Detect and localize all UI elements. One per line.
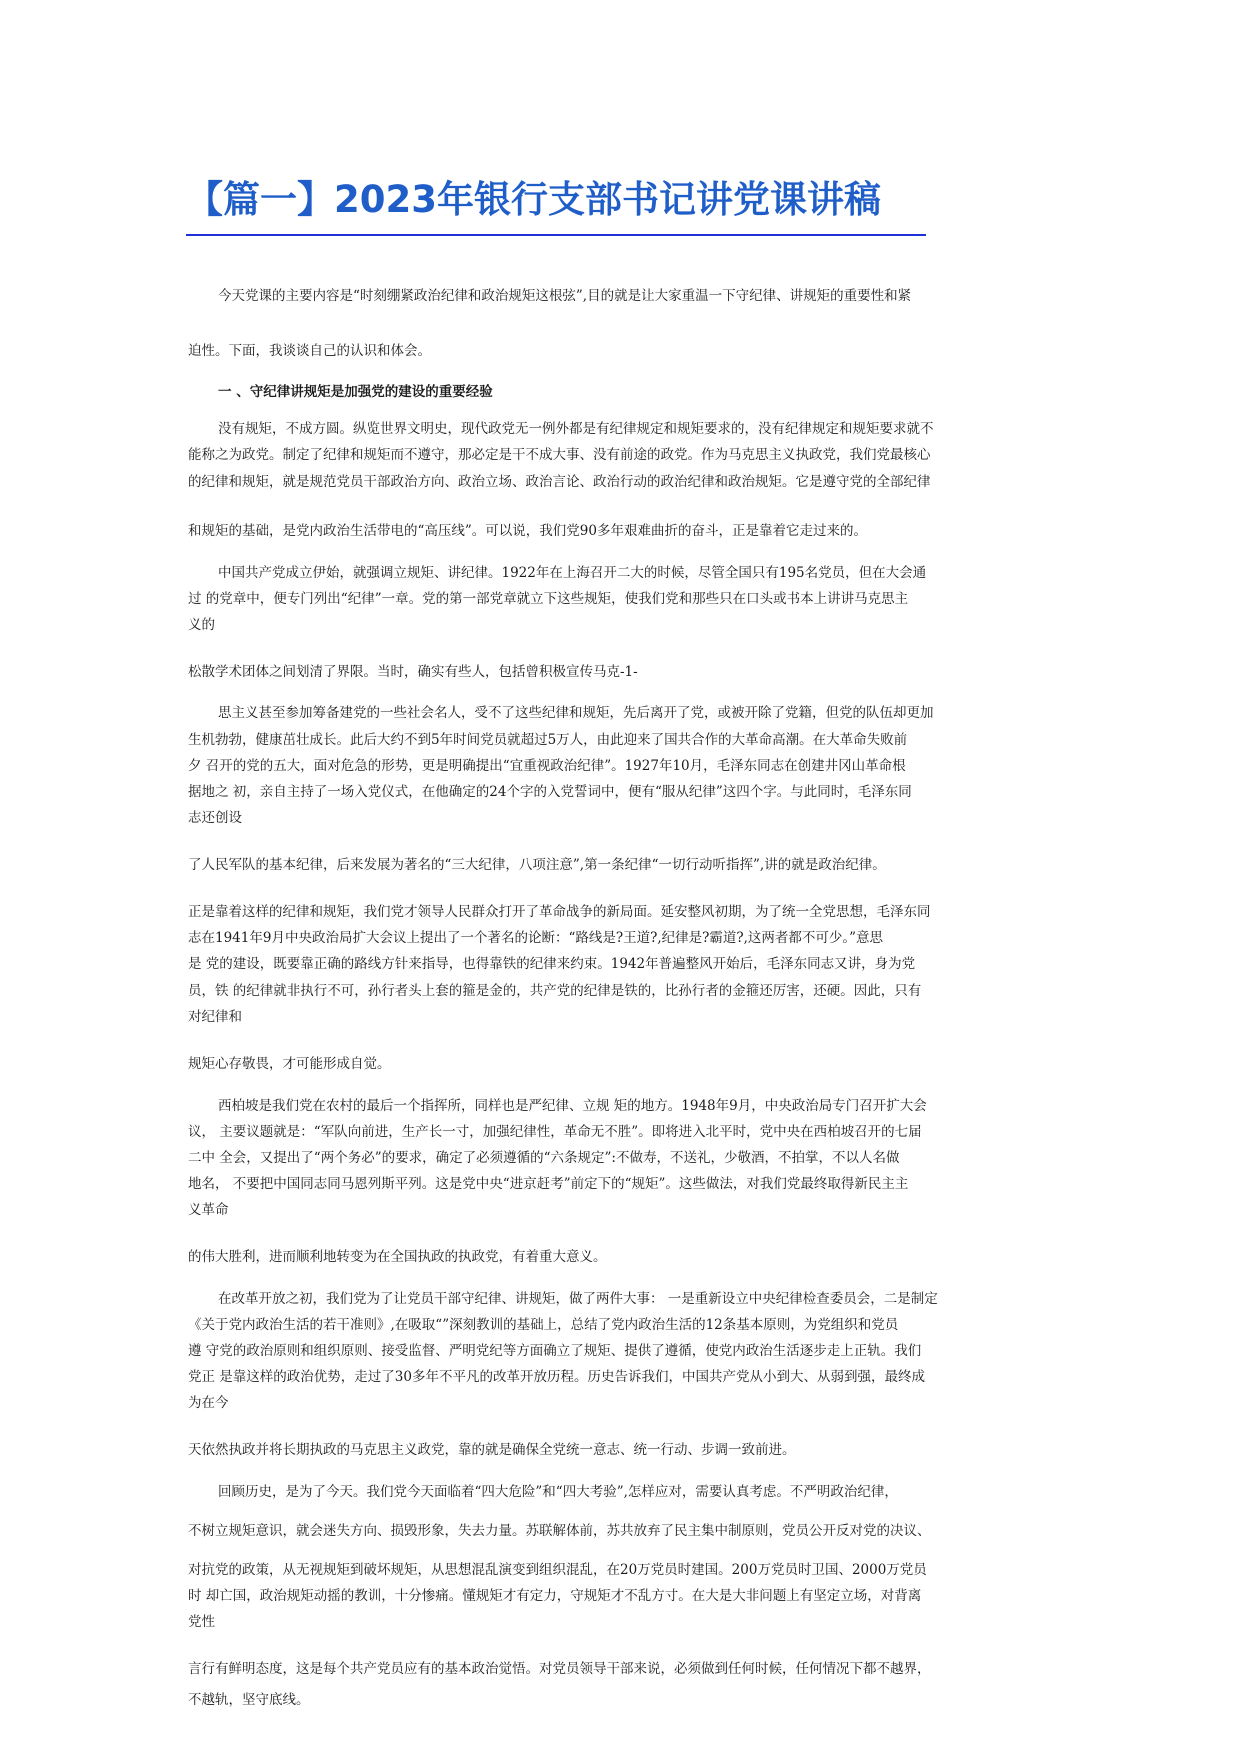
text-line: 《关于党内政治生活的若干准则》,在吸取“”深刻教训的基础上，总结了党内政治生活的12条基本原则，为党组织和党员	[188, 1317, 899, 1333]
text-line: 不树立规矩意识，就会迷失方向、损毁形象，失去力量。苏联解体前，苏共放弃了民主集中制原则，党员公开反对党的决议、	[188, 1523, 931, 1539]
text-line: 西柏坡是我们党在农村的最后一个指挥所，同样也是严纪律、立规 矩的地方。1948年9月，中央政治局专门召开扩大会	[218, 1098, 927, 1114]
text-line: 义的	[188, 617, 215, 633]
text-line: 议， 主要议题就是：“军队向前进，生产长一寸，加强纪律性，革命无不胜”。即将进入北平时，党中央在西柏坡召开的七届	[188, 1124, 922, 1140]
text-line: 能称之为政党。制定了纪律和规矩而不遵守，那必定是干不成大事、没有前途的政党。作为马克思主义执政党，我们党最核心	[188, 447, 931, 463]
text-line: 遵 守党的政治原则和组织原则、接受监督、严明党纪等方面确立了规矩、提供了遵循，使党内政治生活逐步走上正轨。我们	[188, 1343, 922, 1359]
text-line: 地名， 不要把中国同志同马恩列斯平列。这是党中央“进京赶考”前定下的“规矩”。这些做法，对我们党最终取得新民主主	[188, 1176, 909, 1192]
text-line: 党正 是靠这样的政治优势，走过了30多年不平凡的改革开放历程。历史告诉我们，中国共产党从小到大、从弱到强，最终成	[188, 1369, 925, 1385]
text-line: 过 的党章中，便专门列出“纪律”一章。党的第一部党章就立下这些规矩，使我们党和那些只在口头或书本上讲讲马克思主	[188, 591, 909, 607]
text-line: 言行有鲜明态度，这是每个共产党员应有的基本政治觉悟。对党员领导干部来说，必须做到任何时候，任何情况下都不越界，	[188, 1661, 931, 1677]
text-line: 没有规矩，不成方圆。纵览世界文明史，现代政党无一例外都是有纪律规定和规矩要求的，没有纪律规定和规矩要求就不	[218, 421, 934, 437]
text-line: 义革命	[188, 1202, 229, 1218]
text-line: 思主义甚至参加筹备建党的一些社会名人，受不了这些纪律和规矩，先后离开了党，或被开除了党籍，但党的队伍却更加	[218, 705, 934, 721]
text-line: 志还创设	[188, 810, 242, 826]
text-line: 党性	[188, 1614, 215, 1630]
text-line: 在改革开放之初，我们党为了让党员干部守纪律、讲规矩，做了两件大事： 一是重新设立中央纪律检查委员会，二是制定	[218, 1291, 938, 1307]
text-line: 的伟大胜利，进而顺利地转变为在全国执政的执政党，有着重大意义。	[188, 1249, 607, 1265]
text-line: 中国共产党成立伊始，就强调立规矩、讲纪律。1922年在上海召开二大的时候，尽管全国只有195名党员，但在大会通	[218, 565, 927, 581]
text-line: 不越轨，坚守底线。	[188, 1692, 310, 1708]
text-line: 规矩心存敬畏，才可能形成自觉。	[188, 1056, 391, 1072]
text-line: 对纪律和	[188, 1009, 242, 1025]
text-line: 员，铁 的纪律就非执行不可，孙行者头上套的箍是金的，共产党的纪律是铁的，比孙行者的金箍还厉害，还硬。因此，只有	[188, 983, 922, 999]
text-line: 松散学术团体之间划清了界限。当时，确实有些人，包括曾积极宣传马克-1-	[188, 664, 638, 680]
text-line: 了人民军队的基本纪律，后来发展为著名的“三大纪律，八项注意”,第一条纪律“一切行动听指挥”,讲的就是政治纪律。	[188, 857, 886, 873]
text-line: 志在1941年9月中央政治局扩大会议上提出了一个著名的论断：“路线是?王道?,纪律是?霸道?,这两者都不可少。”意思	[188, 930, 884, 946]
text-line: 生机勃勃，健康茁壮成长。此后大约不到5年时间党员就超过5万人，由此迎来了国共合作的大革命高潮。在大革命失败前	[188, 732, 908, 748]
text-line: 迫性。下面，我谈谈自己的认识和体会。	[188, 343, 431, 359]
title-underline	[186, 234, 926, 236]
text-line: 回顾历史，是为了今天。我们党今天面临着“四大危险”和“四大考验”,怎样应对，需要认真考虑。不严明政治纪律，	[218, 1484, 898, 1500]
text-line: 天依然执政并将长期执政的马克思主义政党，靠的就是确保全党统一意志、统一行动、步调一致前进。	[188, 1442, 796, 1458]
text-line: 据地之 初，亲自主持了一场入党仪式，在他确定的24个字的入党誓词中，便有“服从纪律”这四个字。与此同时，毛泽东同	[188, 784, 912, 800]
page-title: 【篇一】2023年银行支部书记讲党课讲稿	[186, 178, 881, 221]
text-line: 二中 全会，又提出了“两个务必”的要求，确定了必须遵循的“六条规定”:不做寿，不送礼，少敬酒，不拍掌，不以人名做	[188, 1150, 900, 1166]
text-line: 的纪律和规矩，就是规范党员干部政治方向、政治立场、政治言论、政治行动的政治纪律和政治规矩。它是遵守党的全部纪律	[188, 474, 931, 490]
section-heading: 一 、守纪律讲规矩是加强党的建设的重要经验	[218, 384, 493, 400]
text-line: 今天党课的主要内容是“时刻绷紧政治纪律和政治规矩这根弦”,目的就是让大家重温一下守纪律、讲规矩的重要性和紧	[218, 288, 912, 304]
text-line: 夕 召开的党的五大，面对危急的形势，更是明确提出“宜重视政治纪律”。1927年10月，毛泽东同志在创建井冈山革命根	[188, 758, 906, 774]
text-line: 正是靠着这样的纪律和规矩，我们党才领导人民群众打开了革命战争的新局面。延安整风初期，为了统一全党思想，毛泽东同	[188, 904, 931, 920]
text-line: 对抗党的政策，从无视规矩到破坏规矩，从思想混乱演变到组织混乱，在20万党员时建国。200万党员时卫国、2000万党员	[188, 1562, 927, 1578]
text-line: 为在今	[188, 1395, 229, 1411]
text-line: 时 却亡国，政治规矩动摇的教训，十分惨痛。懂规矩才有定力，守规矩才不乱方寸。在大是大非问题上有坚定立场，对背离	[188, 1588, 922, 1604]
text-line: 是 党的建设，既要靠正确的路线方针来指导，也得靠铁的纪律来约束。1942年普遍整风开始后，毛泽东同志又讲，身为党	[188, 956, 916, 972]
text-line: 和规矩的基础，是党内政治生活带电的“高压线”。可以说，我们党90多年艰难曲折的奋斗，正是靠着它走过来的。	[188, 523, 867, 539]
